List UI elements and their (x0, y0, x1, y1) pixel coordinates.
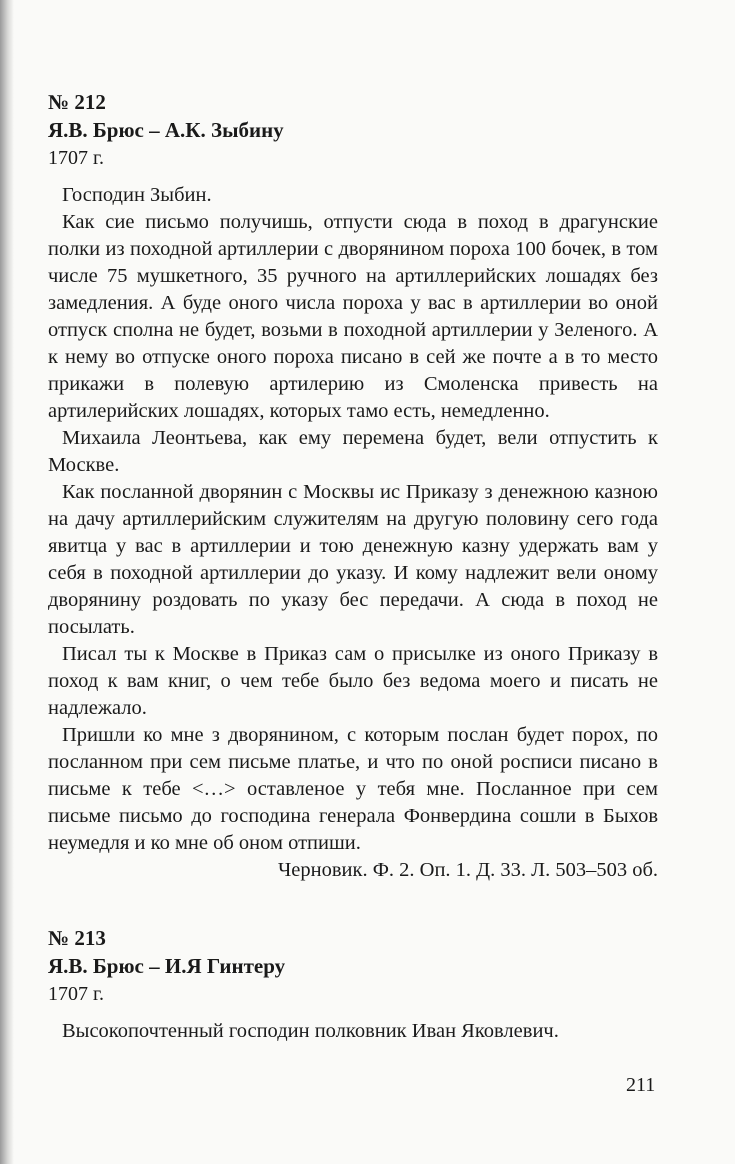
document-year: 1707 г. (48, 147, 104, 169)
paragraph: Пришли ко мне з дворянином, с которым послан будет порох, по посланном при сем письме платье, и что по оной росписи писано в письме к тебе <…> оставленое у тебя мне. Посланное при сем письме письмо до господина генерала Фонвердина сошли в Быхов неумедля и ко мне об оном отпиши. (48, 724, 658, 854)
document-212 (48, 88, 658, 884)
paragraph: Господин Зыбин. (62, 184, 212, 206)
paragraph: Писал ты к Москве в Приказ сам о присылке из оного Приказу в поход к вам книг, о чем тебе было без ведома моего и писать не надлежало. (48, 643, 658, 719)
paragraph: Михаила Леонтьева, как ему перемена будет, вели отпустить к Москве. (48, 427, 658, 476)
document-heading: Я.В. Брюс – И.Я Гинтеру (48, 954, 286, 978)
paragraph: Высокопочтенный господин полковник Иван Яковлевич. (62, 1020, 559, 1042)
page-number: 211 (626, 1074, 656, 1096)
paragraph: Как сие письмо получишь, отпусти сюда в поход в драгунские полки из походной артиллерии с дворянином пороха 100 бочек, в том числе 75 мушкетного, 35 ручного на артиллерийских лошадях без замедления. А буде оного числа пороха у вас в артиллерии во оной отпуск сполна не будет, возьми в походной артиллерии у Зеленого. А к нему во отпуске оного пороха писано в сей же почте а в то место прикажи в полевую артилерию из Смоленска привесть на артилерийских лошадях, которых тамо есть, немедленно. (48, 211, 658, 422)
document-number: № 212 (48, 90, 106, 114)
document-213 (48, 924, 658, 1045)
document-number: № 213 (48, 926, 106, 950)
spine-shadow (0, 0, 14, 1164)
document-year: 1707 г. (48, 983, 104, 1005)
paragraph: Как посланной дворянин с Москвы ис Приказу з денежною казною на дачу артиллерийским служителям на другую половину сего года явитца у вас в артиллерии и тою денежную казну удержать вам у себя в походной артиллерии до указу. И кому надлежит вели оному дворянину роздовать по указу бес передачи. А сюда в поход не посылать. (48, 481, 658, 638)
archive-source: Черновик. Ф. 2. Оп. 1. Д. 33. Л. 503–503 об. (277, 859, 658, 881)
document-heading: Я.В. Брюс – А.К. Зыбину (48, 118, 284, 142)
